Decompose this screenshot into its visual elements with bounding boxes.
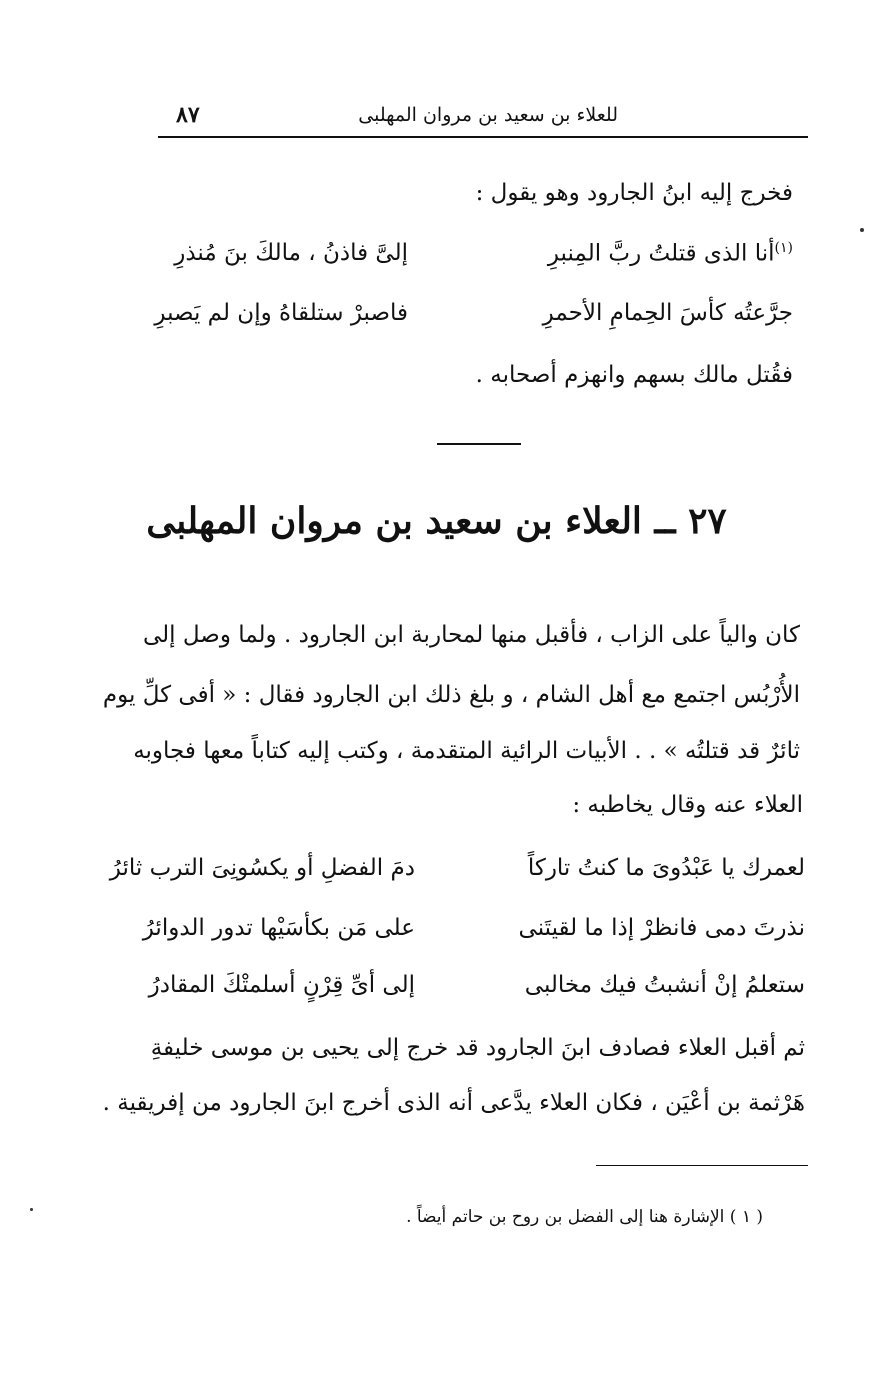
poem2-line1-first: لعمرك يا عَبْدُوىَ ما كنتُ تاركاً xyxy=(527,855,805,881)
scan-speck xyxy=(30,1208,33,1211)
poem2-line3-second: إلى أىِّ قِرْنٍ أسلمتْكَ المقادرُ xyxy=(148,972,415,998)
footnote-text: ( ١ ) الإشارة هنا إلى الفضل بن روح بن حاتم أيضاً . xyxy=(406,1207,763,1227)
para1-line-1: كان والياً على الزاب ، فأقبل منها لمحاربة ابن الجارود . ولما وصل إلى xyxy=(143,622,800,648)
poem2-line2-first: نذرتَ دمى فانظرْ إذا ما لقيتَنى xyxy=(518,915,805,941)
section-title: ٢٧ ــ العلاء بن سعيد بن مروان المهلبى xyxy=(146,500,727,542)
poem2-line3-first: ستعلمُ إنْ أنشبتُ فيك مخالبى xyxy=(524,972,805,998)
para1-line-4: العلاء عنه وقال يخاطبه : xyxy=(572,792,803,818)
scan-speck xyxy=(860,228,864,232)
poem1-line1-first: $^{(١)}$أنا الذى قتلتُ ربَّ المِنبرِ xyxy=(547,240,793,267)
para2-line-1: ثم أقبل العلاء فصادف ابنَ الجارود قد خرج إلى يحيى بن موسى خليفةِ xyxy=(150,1035,805,1061)
page-number: ٨٧ xyxy=(176,102,200,128)
footnote-marker: (١) xyxy=(774,240,793,256)
poem1-line1-second: إلىَّ فاذنُ ، مالكَ بنَ مُنذرِ xyxy=(174,240,408,266)
para2-line-2: هَرْثمة بن أعْيَن ، فكان العلاء يدَّعى أنه الذى أخرج ابنَ الجارود من إفريقية . xyxy=(102,1090,805,1116)
page-header xyxy=(158,100,808,138)
poem1-line2-second: فاصبرْ ستلقاهُ وإن لم يَصبرِ xyxy=(154,300,408,326)
poem2-line1-second: دمَ الفضلِ أو يكسُونِىَ الترب ثائرُ xyxy=(109,855,415,881)
poem1-line2-first: جرَّعتُه كأسَ الحِمامِ الأحمرِ xyxy=(542,300,793,326)
running-title: للعلاء بن سعيد بن مروان المهلبى xyxy=(358,104,618,126)
outro-line: فقُتل مالك بسهم وانهزم أصحابه . xyxy=(475,362,793,388)
para1-line-2: الأُرْبُس اجتمع مع أهل الشام ، و بلغ ذلك ابن الجارود فقال : « أفى كلِّ يوم xyxy=(102,682,800,708)
section-separator xyxy=(437,443,521,445)
footnote-rule xyxy=(596,1165,808,1166)
intro-line: فخرج إليه ابنُ الجارود وهو يقول : xyxy=(475,180,793,206)
poem2-line2-second: على مَن بكأسَيْها تدور الدوائرُ xyxy=(142,915,415,941)
para1-line-3: ثائرٌ قد قتلتُه » . . الأبيات الرائية المتقدمة ، وكتب إليه كتاباً معها فجاوبه xyxy=(133,738,800,764)
